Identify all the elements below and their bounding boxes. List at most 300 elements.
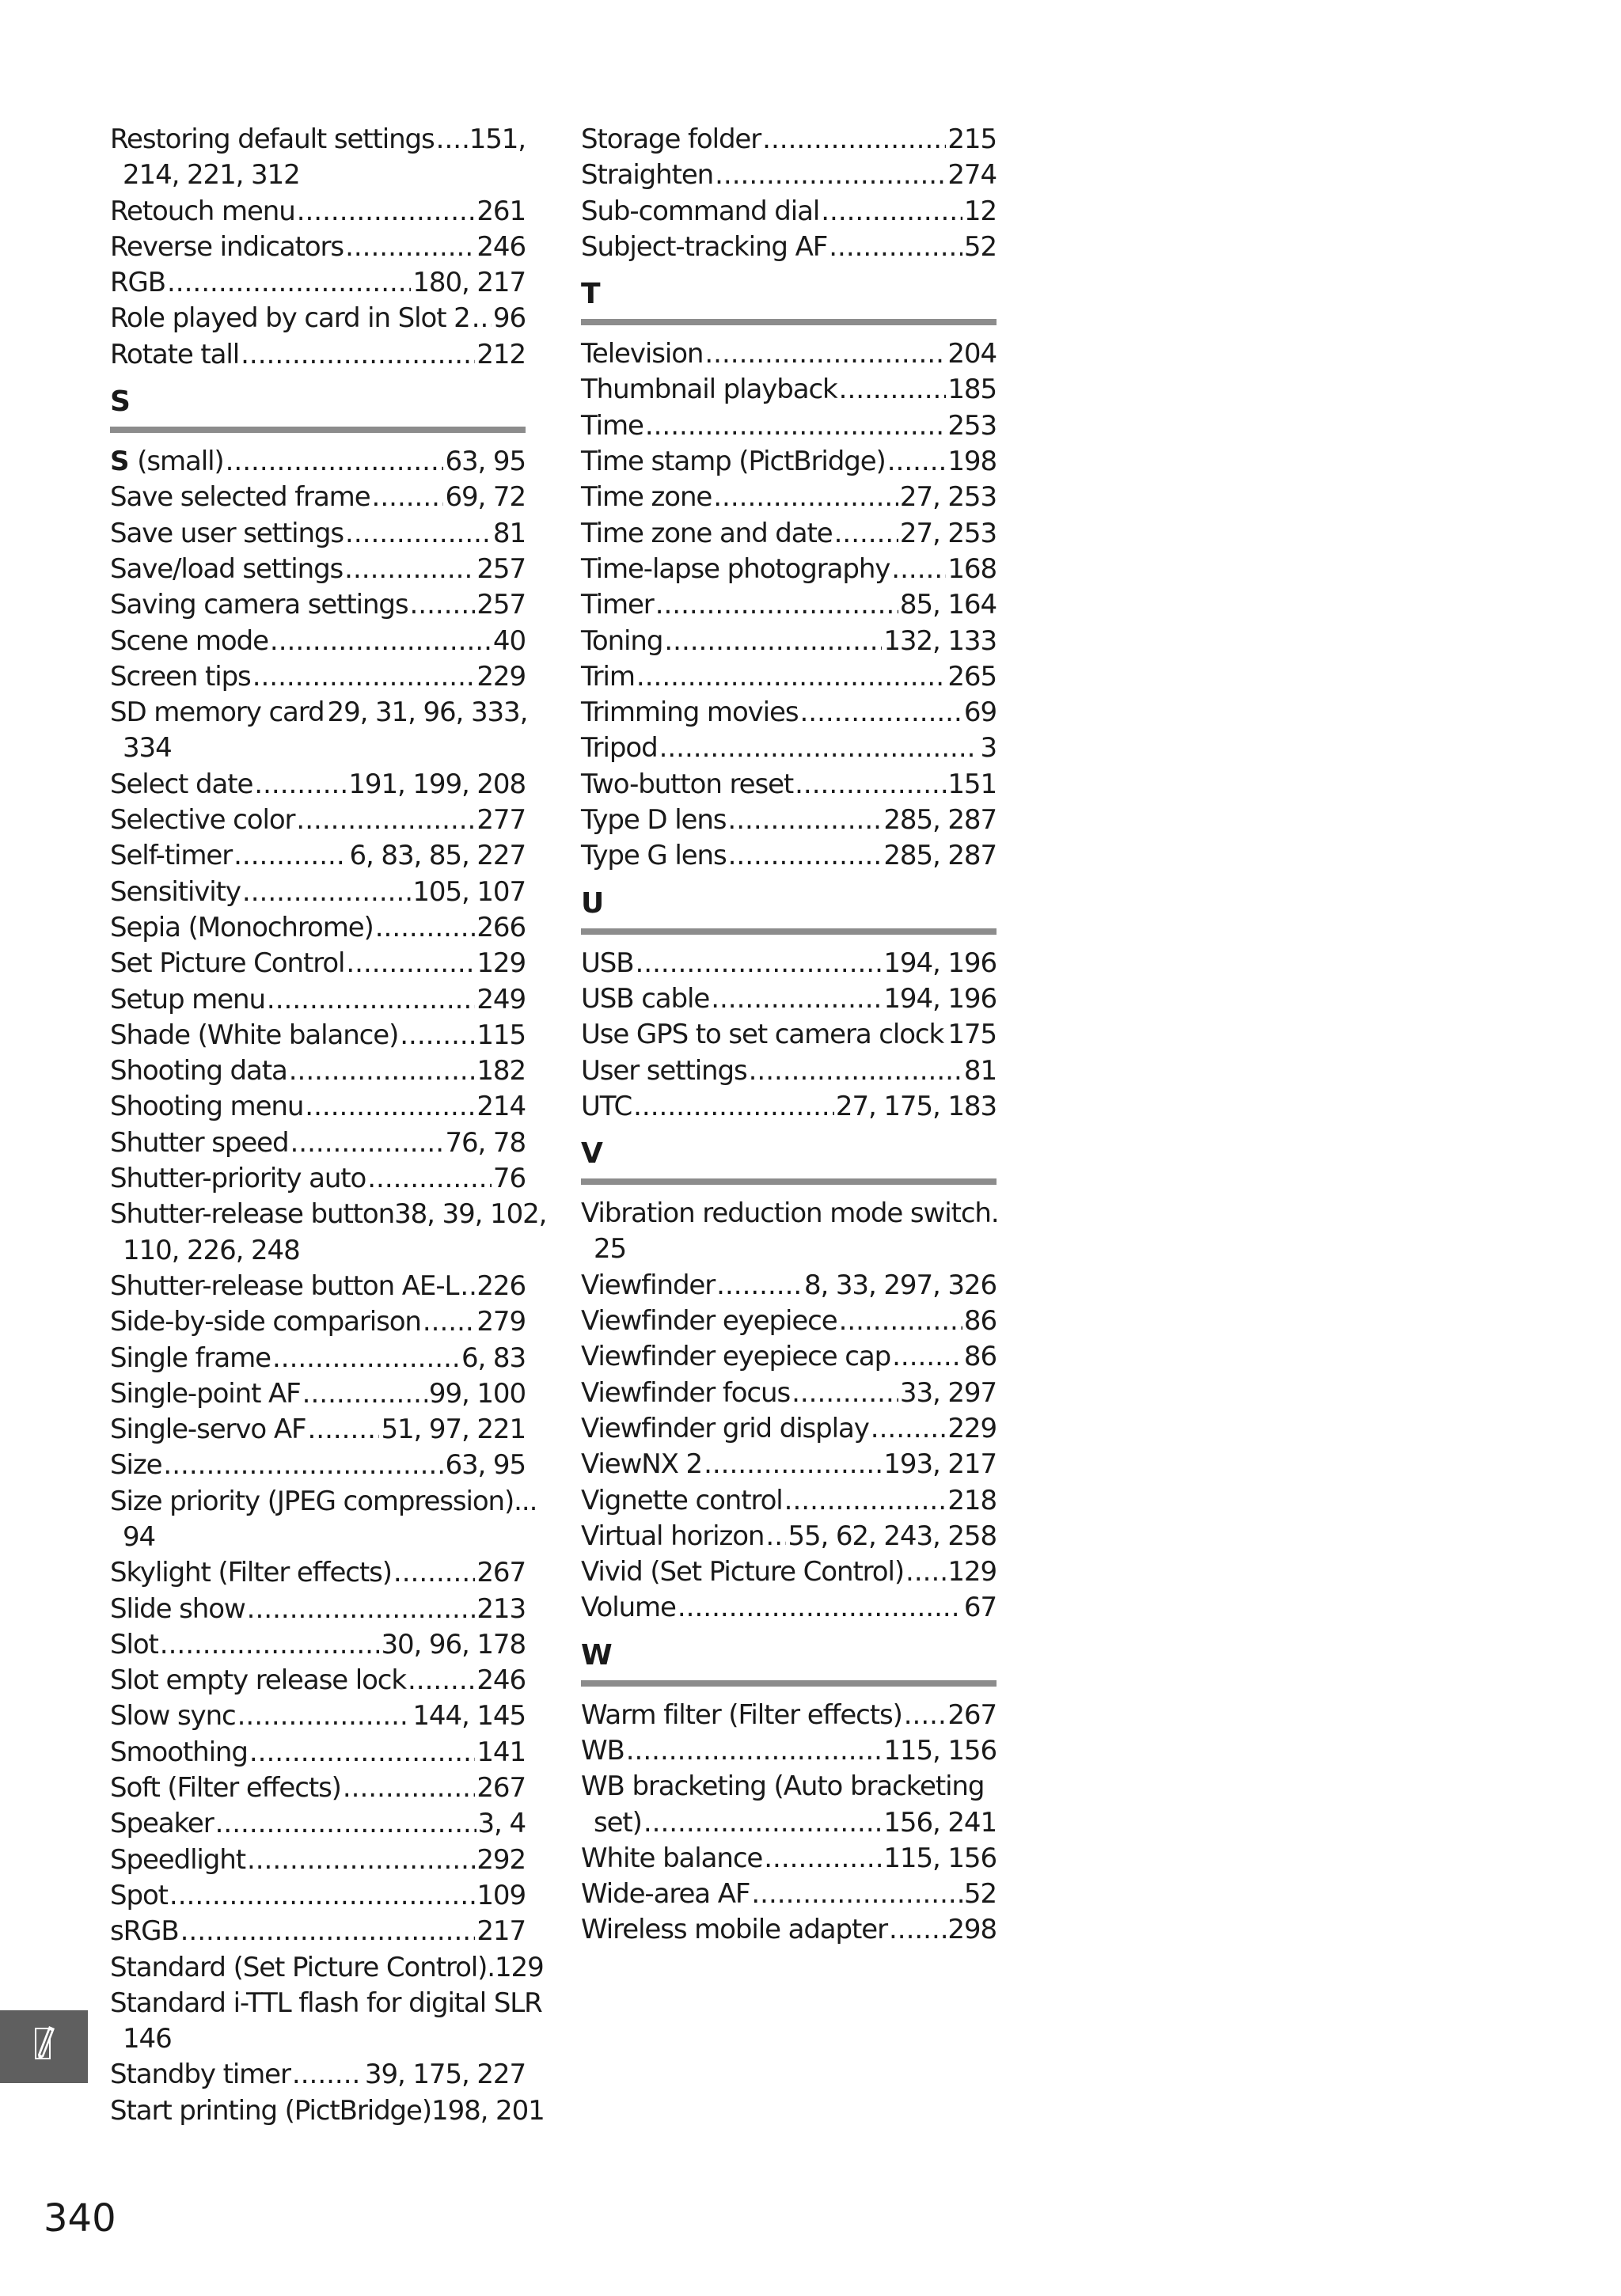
entry-line [110,875,526,910]
entry-term: Storage folder [581,123,761,155]
entry-line [110,982,526,1018]
entry-term: Setup menu [110,983,265,1015]
entry-pages: 292 [476,1843,526,1876]
index-entry [110,767,526,803]
entry-pages: 39, 175, 227 [364,2059,526,2091]
entry-term: Skylight (Filter effects) [110,1557,392,1589]
index-section-header [581,1125,997,1196]
index-entry [581,1196,997,1268]
entry-line [581,587,997,623]
section-letter: V [581,1137,603,1171]
entry-pages: 55, 62, 243, 258 [788,1520,997,1552]
dot-leader [792,1376,898,1411]
entry-line [581,230,997,265]
entry-term: Vibration reduction mode switch [581,1197,991,1230]
index-entry [110,1125,526,1161]
index-entry [581,1339,997,1375]
entry-pages: 105, 107 [412,875,526,908]
dot-leader [302,1376,427,1412]
entry-line [110,2093,545,2129]
entry-line [110,552,526,587]
index-section-header [581,1626,997,1698]
entry-pages: 151 [947,768,997,800]
entry-term: Standby timer [110,2059,290,2091]
entry-pages: 129 [476,947,526,980]
entry-line [110,1842,526,1878]
index-entry [110,265,526,301]
dot-leader [344,552,475,587]
entry-pages: 86 [963,1341,997,1373]
dot-leader [247,1842,475,1878]
entry-term: Restoring default settings [110,123,435,155]
entry-line [110,480,526,515]
entry-term: Slow sync [110,1700,236,1732]
entry-line [110,1986,542,2021]
entry-line [110,1412,526,1448]
entry-term: Save selected frame [110,481,370,514]
dot-leader [345,516,492,552]
dot-leader [678,1590,962,1626]
entry-term: RGB [110,267,165,299]
entry-pages: 266 [476,911,526,943]
dot-leader [346,946,475,981]
entry-term: Saving camera settings [110,589,408,621]
dot-leader [704,336,946,372]
entry-line [110,1197,547,1232]
dot-leader [715,157,946,193]
dot-leader [892,1339,962,1375]
entry-term: Sepia (Monochrome) [110,911,374,943]
entry-term: Size [110,1449,162,1482]
dot-leader [655,587,898,623]
entry-term: USB [581,947,634,979]
section-letter: U [581,886,605,920]
index-entry [110,1842,526,1878]
index-entry [110,480,526,515]
index-entry [581,1554,997,1590]
index-entry [110,1735,526,1770]
index-entry [581,1304,997,1339]
index-entry [581,1376,997,1411]
entry-pages: 76, 78 [445,1126,526,1159]
dot-leader [436,122,468,157]
entry-line [581,946,997,981]
entry-term: Role played by card in Slot 2 [110,302,470,335]
dot-leader [367,1161,492,1197]
entry-term: Toning [581,624,663,657]
entry-term: Time zone [581,481,712,514]
index-entry [110,301,526,336]
dot-leader [728,838,883,874]
entry-term: Smoothing [110,1736,248,1768]
dot-leader [905,1554,946,1590]
entry-pages: 30, 96, 178 [381,1628,526,1660]
entry-pages: 40 [492,624,526,657]
entry-pages: 63, 95 [445,1449,526,1482]
entry-pages: 257 [476,552,526,585]
entry-term: Time zone and date [581,517,833,549]
index-entry [581,1841,997,1877]
entry-line [110,265,526,301]
entry-term: Retouch menu [110,195,295,227]
entry-term: Tripod [581,732,658,765]
entry-line [581,372,997,408]
entry-term: Viewfinder grid display [581,1412,869,1444]
entry-term: Shooting menu [110,1091,304,1123]
entry-term: Screen tips [110,660,251,693]
entry-line [110,301,526,336]
entry-pages: 132, 133 [883,624,997,657]
index-entry [110,230,526,265]
dot-leader [423,1304,476,1340]
index-entry [581,1053,997,1089]
dot-leader [393,1555,475,1591]
index-section-header [110,373,526,444]
entry-pages: ... [514,1485,537,1517]
entry-term: Television [581,338,704,370]
entry-line [581,1017,997,1053]
index-entry [581,1590,997,1626]
entry-term: Type G lens [581,840,727,872]
entry-term: Time [581,409,643,442]
index-entry [110,946,526,981]
entry-pages: 3, 4 [477,1808,526,1840]
entry-line [581,838,997,874]
entry-line [581,1483,997,1519]
entry-pages: 257 [476,589,526,621]
entry-line [110,803,526,838]
index-entry [581,1017,997,1053]
entry-pages: 285, 287 [883,840,997,872]
dot-leader [764,1841,882,1877]
entry-term: Shutter-release button AE-L [110,1269,459,1302]
entry-term: Selective color [110,804,295,837]
index-entry [110,337,526,373]
page-number: 340 [44,2196,116,2241]
entry-line [110,1806,526,1842]
index-entry [581,587,997,623]
entry-pages: 274 [947,159,997,192]
index-entry [110,910,526,946]
entry-line [581,1053,997,1089]
index-entry [110,516,526,552]
entry-line [581,659,997,695]
entry-line [581,1339,997,1375]
index-entry [110,875,526,910]
entry-term: Standard i-TTL flash for digital SLR [110,1987,542,2019]
dot-leader [643,1805,883,1841]
index-entry [110,1484,537,1556]
entry-pages: 69, 72 [445,481,526,514]
entry-line [581,336,997,372]
entry-term: Side-by-side comparison [110,1306,421,1338]
dot-leader [233,838,347,874]
entry-pages: 115, 156 [883,1734,997,1767]
index-entry [110,1914,526,1949]
entry-term: UTC [581,1090,632,1122]
entry-term: Select date [110,768,253,800]
index-entry [581,1912,997,1948]
entry-pages: 69 [963,696,997,729]
entry-line [581,552,997,587]
dot-leader [237,1698,412,1734]
dot-leader [249,1735,476,1770]
entry-pages: 194, 196 [883,982,997,1015]
entry-pages: 144, 145 [412,1700,526,1732]
dot-leader [296,803,475,838]
entry-line [110,194,526,230]
section-thumb-tab [0,2010,88,2083]
entry-line [110,1448,526,1483]
index-entry [110,1304,526,1340]
entry-term: Time-lapse photography [581,552,890,585]
entry-pages: 277 [476,804,526,837]
entry-pages: 253 [947,409,997,442]
entry-pages: 185 [947,374,997,406]
entry-line [110,1770,526,1806]
section-rule [581,319,997,325]
entry-line [110,1161,526,1197]
section-rule [581,1178,997,1185]
entry-term: Thumbnail playback [581,374,837,406]
index-entry [110,1878,526,1914]
index-column-left [110,122,547,2129]
entry-term: Standard (Set Picture Control). [110,1951,495,1983]
index-entry [581,480,997,515]
index-entry [581,624,997,659]
entry-pages: 29, 31, 96, 333, [327,696,528,729]
entry-pages: 198 [947,446,997,478]
entry-line [110,444,526,480]
entry-pages: 198, 201 [431,2094,545,2127]
entry-pages: 214 [476,1091,526,1123]
entry-line [581,1912,997,1948]
dot-leader [636,946,883,981]
dot-leader [307,1412,379,1448]
entry-line [581,624,997,659]
pen-on-paper-icon [33,2023,57,2067]
dot-leader [460,1269,475,1304]
entry-term: White balance [581,1842,763,1874]
dot-leader [871,1411,947,1447]
entry-line [581,731,997,766]
dot-leader [408,1663,475,1698]
index-entry [581,122,997,157]
entry-pages: 12 [963,195,997,227]
dot-leader [345,230,475,265]
index-entry [581,1698,997,1733]
dot-leader [749,1053,962,1089]
entry-pages: 51, 97, 221 [381,1414,526,1446]
entry-term: Type D lens [581,804,727,837]
entry-pages: 194, 196 [883,947,997,979]
index-entry [110,1627,526,1663]
entry-term: Set Picture Control [110,947,345,980]
index-entry [110,1592,526,1627]
entry-line [581,122,997,157]
entry-term: Sub-command dial [581,195,820,227]
entry-term: Speaker [110,1808,214,1840]
index-entry [110,1950,544,1986]
index-entry [110,587,526,623]
entry-pages: 213 [476,1592,526,1625]
dot-leader [375,910,476,946]
dot-leader [829,230,962,265]
dot-leader [169,1878,475,1914]
index-entry [110,1269,526,1304]
entry-line [110,1878,526,1914]
entry-pages: 267 [476,1557,526,1589]
section-rule [581,928,997,935]
entry-term: Time stamp (PictBridge) [581,446,886,478]
index-entry [581,516,997,552]
entry-pages: 8, 33, 297, 326 [803,1269,997,1301]
entry-pages: 204 [947,338,997,370]
dot-leader [711,981,882,1017]
entry-line [581,1590,997,1626]
entry-term: Soft (Filter effects) [110,1772,341,1805]
entry-pages: 156, 241 [883,1806,997,1839]
entry-term: Trim [581,660,635,693]
index-section-header [581,875,997,946]
dot-leader [799,695,962,731]
entry-line [581,1376,997,1411]
dot-leader [242,875,411,910]
entry-line [581,981,997,1017]
entry-line [581,1769,997,1805]
dot-leader [372,480,444,515]
entry-term [110,444,224,480]
dot-leader [904,1698,947,1733]
index-entry [110,2093,545,2129]
entry-line [581,157,997,193]
entry-term: Virtual horizon [581,1520,765,1552]
entry-pages: 218 [947,1484,997,1516]
index-entry [110,624,526,659]
entry-pages: 99, 100 [428,1377,526,1410]
entry-line [110,1341,526,1376]
dot-leader [289,1053,476,1089]
entry-term: Volume [581,1592,676,1624]
entry-pages: 6, 83, 85, 227 [349,840,526,872]
index-entry [110,1986,542,2058]
entry-pages: 96 [492,302,526,335]
entry-term: Warm filter (Filter effects) [581,1698,902,1731]
dot-leader [664,624,882,659]
index-entry [581,803,997,838]
index-entry [110,194,526,230]
entry-pages: 86 [963,1305,997,1338]
dot-leader [226,444,444,480]
entry-pages: 265 [947,660,997,693]
index-entry [110,1770,526,1806]
index-entry [110,1341,526,1376]
entry-term: WB bracketing (Auto bracketing [581,1770,985,1803]
dot-leader [716,1268,803,1304]
entry-term: Scene mode [110,624,268,657]
index-entry [110,1089,526,1125]
entry-pages: 115, 156 [883,1842,997,1874]
entry-line [110,122,526,157]
entry-term: Two-button reset [581,768,794,800]
index-entry [110,1161,526,1197]
index-entry [110,1698,526,1734]
entry-line [581,1304,997,1339]
entry-continuation: 110, 226, 248 [123,1234,300,1266]
index-entry [110,122,526,194]
entry-term: WB [581,1734,624,1767]
entry-pages: 249 [476,983,526,1015]
entry-term: Save user settings [110,517,344,549]
entry-line [110,1627,526,1663]
entry-term: SD memory card [110,696,325,729]
entry-pages: 285, 287 [883,804,997,837]
dot-leader [834,516,898,552]
dot-leader [254,767,347,803]
entry-pages: 180, 217 [412,267,526,299]
entry-pages: 226 [476,1269,526,1302]
entry-continuation: 334 [123,732,172,765]
entry-pages: 298 [947,1914,997,1946]
entry-pages: 27, 175, 183 [835,1090,997,1122]
entry-pages: 115 [476,1019,526,1051]
entry-line [110,337,526,373]
section-letter: T [581,278,601,311]
index-entry [581,1519,997,1554]
entry-pages: 3 [980,732,997,765]
index-entry [110,659,526,695]
entry-line [110,1484,537,1520]
entry-line [110,1018,526,1053]
entry-term: Rotate tall [110,338,240,370]
entry-pages: 261 [476,195,526,227]
entry-line [110,659,526,695]
dot-leader [945,1017,946,1053]
entry-term: sRGB [110,1915,179,1948]
index-entry [581,1733,997,1769]
dot-leader [241,337,475,373]
dot-leader [821,194,962,230]
entry-term: Single frame [110,1342,271,1374]
entry-line [581,803,997,838]
dot-leader [889,1912,946,1948]
index-entry [110,552,526,587]
entry-continuation: 214, 221, 312 [123,159,300,192]
entry-line [110,2057,526,2093]
entry-line [581,1089,997,1125]
index-entry [581,731,997,766]
entry-pages: 129 [947,1556,997,1588]
entry-line [581,1447,997,1482]
entry-pages: 246 [476,1664,526,1697]
index-entry [581,194,997,230]
entry-pages: 168 [947,552,997,585]
entry-line [110,516,526,552]
dot-leader [292,2057,363,2093]
entry-term: Start printing (PictBridge) [110,2094,432,2127]
entry-term: Sensitivity [110,875,241,908]
entry-term: Size priority (JPEG compression) [110,1485,514,1517]
size-small-glyph: S [110,446,130,478]
entry-line [110,1555,526,1591]
dot-leader [626,1733,883,1769]
entry-pages: 215 [947,123,997,155]
index-entry [110,982,526,1018]
entry-pages: 212 [476,338,526,370]
dot-leader [247,1592,476,1627]
entry-pages: 52 [963,1878,997,1911]
index-entry [110,695,526,767]
